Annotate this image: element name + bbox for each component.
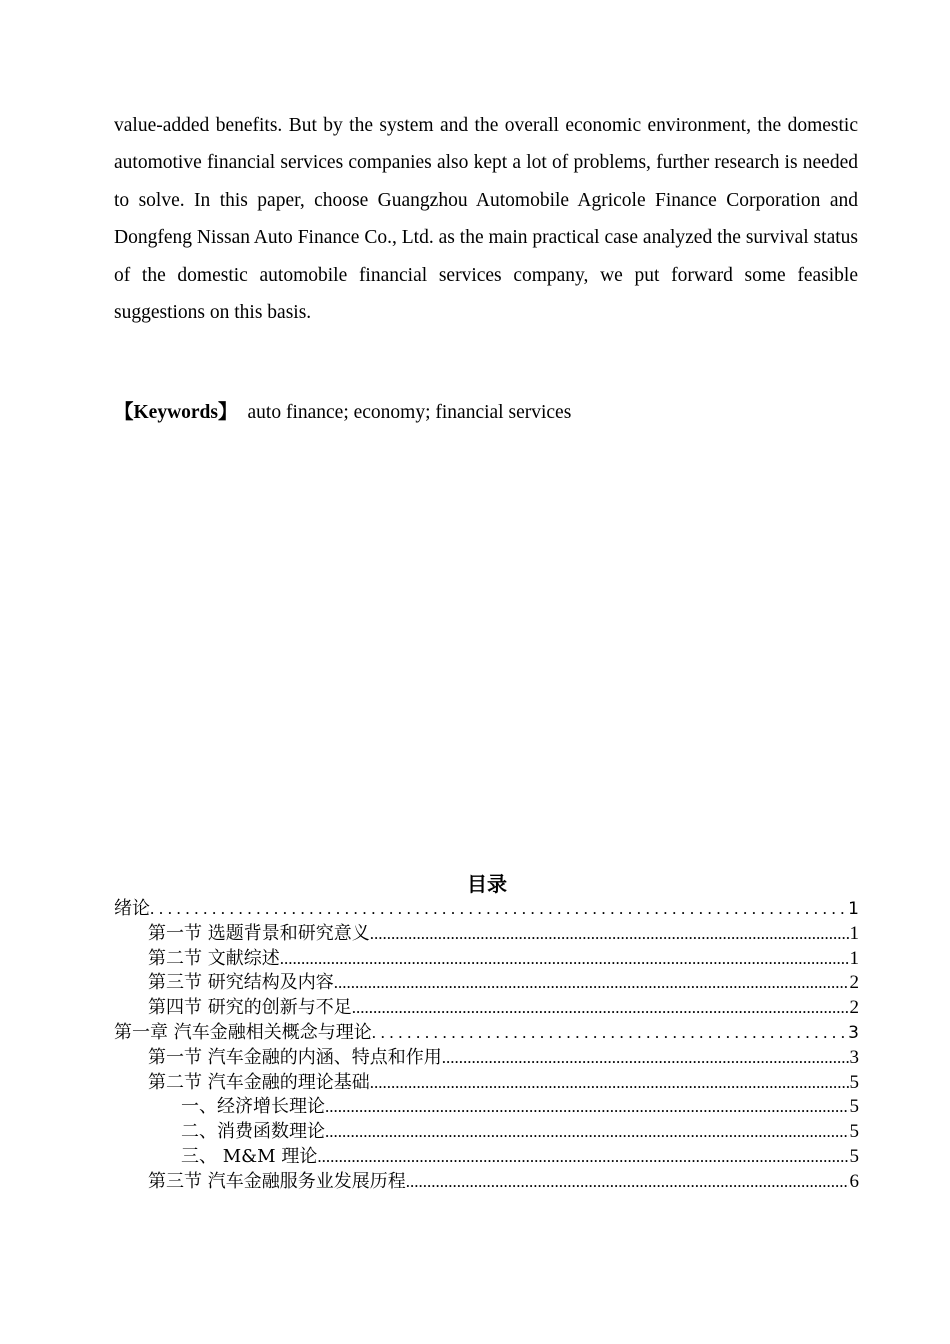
toc-entry-title: 二、消费函数理论 [181, 1121, 325, 1143]
abstract-paragraph: value-added benefits. But by the system and the overall economic environment, the domestic automotive financial services companies also kept a lot of problems, further research is needed to solve. In this paper, choose Guangzhou Automobile Agricole Finance Corporation and Dongfeng Nissan Auto Finance Co., Ltd. as the main practical case analyzed the survival status of the domestic automobile financial services company, we put forward some feasible suggestions on this basis. [114, 115, 858, 324]
toc-entry[interactable] [114, 971, 859, 996]
toc-entry-title: 一、经济增长理论 [181, 1096, 325, 1118]
toc-entry[interactable] [114, 1071, 859, 1096]
toc-entry-page: 5 [849, 1096, 859, 1118]
toc-entry-page: 1 [849, 947, 859, 969]
toc-leader [280, 947, 849, 972]
toc-leader [370, 1071, 849, 1096]
toc-leader [442, 1046, 849, 1071]
toc-leader [372, 1021, 847, 1046]
toc-entry-title: 第一章 汽车金融相关概念与理论 [114, 1021, 372, 1043]
toc-entry-title: 第一节 汽车金融的内涵、特点和作用 [148, 1046, 442, 1068]
toc-entry-page: 5 [849, 1071, 859, 1093]
toc-entry[interactable] [114, 1021, 859, 1046]
toc-title: 目录 [467, 872, 507, 896]
toc-leader [150, 897, 847, 922]
toc-entry-page: 5 [849, 1121, 859, 1143]
toc-leader [325, 1095, 849, 1120]
toc-entry-title: 第二节 汽车金融的理论基础 [148, 1071, 370, 1093]
toc-entry-page: 6 [849, 1170, 859, 1192]
toc-entry-title: 第四节 研究的创新与不足 [148, 997, 352, 1019]
toc-entry-title: 绪论 [114, 898, 150, 919]
toc-leader [370, 922, 849, 947]
keywords-value: auto finance; economy; financial services [247, 402, 572, 423]
toc-entry-page: 2 [849, 972, 859, 994]
toc-leader [352, 996, 849, 1021]
toc-entry[interactable] [114, 1120, 859, 1145]
toc-leader [406, 1170, 849, 1195]
toc-entry-page: 3 [849, 1046, 859, 1068]
toc-entry[interactable] [114, 1046, 859, 1071]
toc-entry[interactable] [114, 897, 859, 922]
table-of-contents [114, 897, 859, 1195]
toc-entry-title: 第二节 文献综述 [148, 947, 280, 969]
toc-leader [317, 1145, 848, 1170]
toc-entry-title: 第一节 选题背景和研究意义 [148, 922, 370, 944]
toc-entry[interactable] [114, 996, 859, 1021]
toc-entry-title: 三、 M&M 理论 [181, 1145, 318, 1167]
keywords-label: 【Keywords】 [114, 402, 238, 423]
toc-entry[interactable] [114, 947, 859, 972]
toc-entry-page: 1 [849, 922, 859, 944]
toc-leader [325, 1120, 849, 1145]
toc-entry-page: 1 [848, 899, 859, 919]
toc-entry[interactable] [114, 1095, 859, 1120]
toc-entry-title: 第三节 汽车金融服务业发展历程 [148, 1170, 406, 1192]
toc-entry-page: 2 [849, 997, 859, 1019]
toc-entry[interactable] [114, 922, 859, 947]
keywords-line [114, 394, 858, 431]
toc-entry-title: 第三节 研究结构及内容 [148, 972, 334, 994]
toc-entry-page: 5 [849, 1145, 859, 1167]
toc-leader [334, 971, 849, 996]
toc-entry[interactable] [114, 1170, 859, 1195]
toc-entry-page: 3 [848, 1022, 859, 1043]
toc-entry[interactable] [114, 1145, 859, 1170]
